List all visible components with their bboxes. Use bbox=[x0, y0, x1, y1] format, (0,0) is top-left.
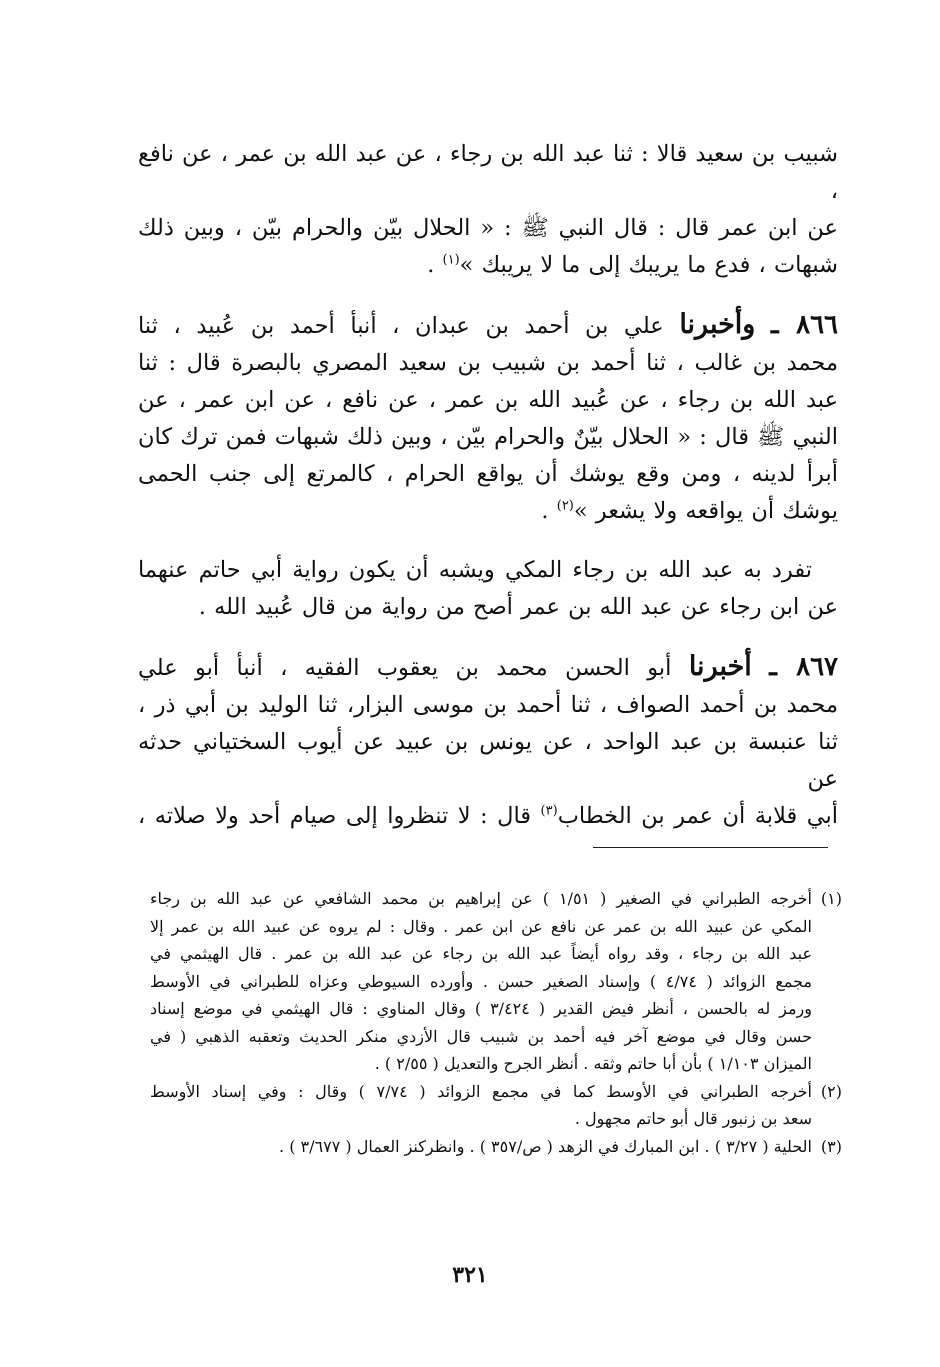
footnote-ref: (٣) bbox=[540, 803, 558, 819]
text-run: أبو الحسن محمد بن يعقوب الفقيه ، أنبأ أبو علي bbox=[138, 655, 689, 681]
text-line bbox=[138, 648, 838, 687]
footnote-number: (٢) bbox=[820, 1081, 842, 1101]
footnote-line: المكي عن عبيد الله بن عمر عن نافع عن ابن عمر . وقال : لم يروه عن عبيد الله بن عمر إلا bbox=[150, 916, 813, 936]
text-run: . bbox=[427, 252, 443, 278]
text-run: أبي قلابة أن عمر بن الخطاب bbox=[557, 803, 838, 829]
hadith-866 bbox=[138, 306, 838, 530]
text-run: قال : لا تنظروا إلى صيام أحد ولا صلاته ، bbox=[138, 803, 541, 829]
text-line bbox=[138, 798, 838, 835]
text-line bbox=[138, 247, 838, 284]
text-line: عبد الله بن رجاء ، عن عُبيد الله بن عمر ، عن نافع ، عن ابن عمر ، عن bbox=[138, 387, 838, 413]
text-run: . bbox=[541, 498, 557, 524]
hadith-number: ٨٦٧ ـ bbox=[769, 652, 839, 682]
text-line: عن ابن عمر قال : قال النبي ﷺ : « الحلال بيّن والحرام بيّن ، وبين ذلك bbox=[138, 215, 838, 241]
footnote-line: ورمز له بالحسن ، أنظر فيض القدير ( ٣/٤٢٤ ) وقال المناوي : قال الهيثمي في موضع إسناد bbox=[150, 999, 812, 1018]
footnotes bbox=[150, 885, 842, 1160]
text-run: علي بن أحمد بن عبدان ، أنبأ أحمد بن عُبيد ، ثنا bbox=[138, 313, 680, 339]
text-line: أبرأ لدينه ، ومن وقع يوشك أن يواقع الحرام ، كالمرتع إلى جنب الحمى bbox=[138, 461, 838, 487]
text-line: النبي ﷺ قال : « الحلال بيّنٌ والحرام بيّن ، وبين ذلك شبهات فمن ترك كان bbox=[138, 424, 838, 450]
text-line: شبيب بن سعيد قالا : ثنا عبد الله بن رجاء ، عن عبد الله بن عمر ، عن نافع ، bbox=[138, 141, 838, 204]
footnote-body bbox=[150, 1133, 812, 1161]
text-run: يوشك أن يواقعه ولا يشعر » bbox=[573, 498, 838, 524]
footnote-line: الميزان ١/١٠٣ ) بأن أبا حاتم وثقه . أنظر الجرح والتعديل ( ٢/٥٥ ) . bbox=[374, 1054, 812, 1073]
page-number: ٣٢١ bbox=[452, 1262, 488, 1288]
footnote-body bbox=[150, 1078, 812, 1133]
footnote-line: مجمع الزوائد ( ٤/٧٤ ) وإسناد الصغير حسن . وأورده السيوطي وعزاه للطبراني في الأوسط bbox=[150, 971, 812, 991]
footnote-3 bbox=[150, 1133, 842, 1161]
footnote-number: (٣) bbox=[820, 1136, 842, 1156]
footnote-number: (١) bbox=[820, 889, 842, 908]
footnote-line: حسن وقال في موضع آخر فيه أحمد بن شبيب قال الأزدي منكر الحديث وتعقبه الذهبي ( في bbox=[150, 1026, 812, 1046]
footnote-separator bbox=[593, 847, 828, 848]
footnote-line: أخرجه الطبراني في الأوسط كما في مجمع الزوائد ( ٧/٧٤ ) وقال : وفي إسناد الأوسط bbox=[150, 1081, 812, 1101]
text-line: ثنا عنبسة بن عبد الواحد ، عن يونس بن عبيد عن أيوب السختياني حدثه عن bbox=[138, 729, 838, 792]
commentary-paragraph bbox=[138, 552, 838, 626]
footnote-body bbox=[150, 885, 812, 1078]
text-line bbox=[138, 306, 838, 345]
text-run: شبهات ، فدع ما يريبك إلى ما لا يريبك » bbox=[459, 252, 838, 278]
text-line: عن ابن رجاء عن عبد الله بن عمر أصح من رواية من قال عُبيد الله . bbox=[198, 594, 838, 620]
text-line: تفرد به عبد الله بن رجاء المكي ويشبه أن يكون رواية أبي حاتم عنهما bbox=[138, 557, 812, 583]
main-text bbox=[138, 136, 838, 857]
footnote-line: عبد الله بن رجاء ، وقد رواه أيضاً عبد الله بن رجاء عن عبد الله بن عمر . قال الهيثمي في bbox=[150, 944, 812, 963]
hadith-number: ٨٦٦ ـ bbox=[770, 310, 839, 340]
footnote-ref: (٢) bbox=[556, 498, 574, 514]
footnote-ref: (١) bbox=[442, 252, 460, 268]
footnote-line: سعد بن زنبور قال أبو حاتم مجهول . bbox=[574, 1109, 812, 1128]
footnote-line: الحلية ( ٣/٢٧ ) . ابن المبارك في الزهد ( ص/٣٥٧ ) . وانظركنز العمال ( ٣/٦٧٧ ) . bbox=[279, 1136, 812, 1156]
hadith-lead-word: وأخبرنا bbox=[679, 309, 756, 340]
footnote-line: أخرجه الطبراني في الصغير ( ١/٥١ ) عن إبراهيم بن محمد الشافعي عن عبد الله بن رجاء bbox=[150, 889, 812, 908]
footnote-1 bbox=[150, 885, 842, 1078]
hadith-867 bbox=[138, 648, 838, 835]
text-line bbox=[138, 493, 838, 530]
footnote-2 bbox=[150, 1078, 842, 1133]
hadith-lead-word: أخبرنا bbox=[688, 651, 752, 682]
paragraph-continued bbox=[138, 136, 838, 284]
text-line: محمد بن أحمد الصواف ، ثنا أحمد بن موسى البزار، ثنا الوليد بن أبي ذر ، bbox=[138, 692, 838, 718]
text-line: محمد بن غالب ، ثنا أحمد بن شبيب بن سعيد المصري بالبصرة قال : ثنا bbox=[138, 350, 838, 376]
